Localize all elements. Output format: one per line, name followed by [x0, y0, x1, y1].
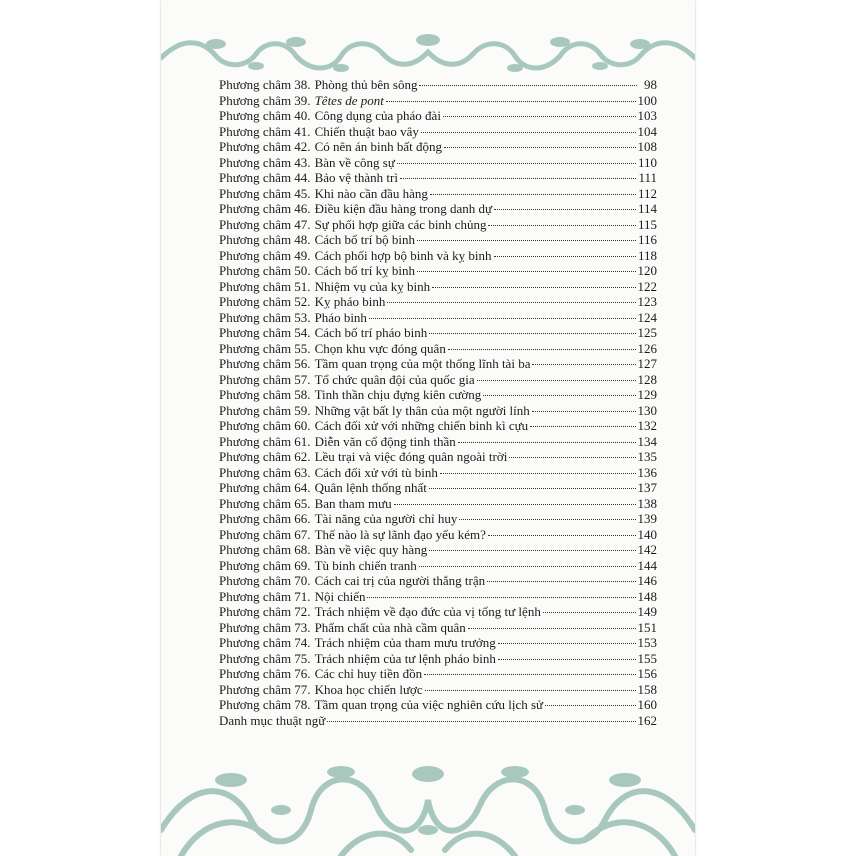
toc-entry-title: Danh mục thuật ngữ — [219, 712, 326, 728]
toc-entry — [219, 527, 657, 543]
toc-entry-label: Phương châm 48. — [219, 232, 311, 247]
dot-leader — [387, 301, 635, 303]
toc-entry-page-number: 137 — [637, 480, 657, 495]
toc-entry-page-number: 146 — [637, 573, 657, 588]
dot-leader — [483, 394, 635, 396]
toc-entry-label: Phương châm 60. — [219, 418, 311, 433]
toc-entry-page-number: 140 — [637, 526, 657, 542]
toc-entry-title: Khoa học chiến lược — [314, 681, 423, 697]
toc-entry-title: Pháo binh — [314, 309, 367, 325]
toc-entry-label: Phương châm 66. — [219, 511, 311, 526]
toc-entry-page-number: 151 — [637, 619, 657, 635]
dot-leader — [432, 286, 635, 288]
toc-entry — [219, 217, 657, 233]
dot-leader — [417, 239, 636, 241]
toc-entry — [219, 248, 657, 264]
toc-entry-title: Têtes de pont — [314, 92, 384, 108]
toc-entry-title: Những vật bất ly thân của một người lính — [314, 402, 530, 418]
toc-entry-label: Phương châm 49. — [219, 247, 311, 263]
toc-entry-title: Bàn về công sự — [314, 154, 395, 170]
dot-leader — [494, 208, 636, 210]
toc-entry-page-number: 123 — [637, 294, 657, 309]
dot-leader — [488, 534, 636, 536]
toc-entry — [219, 496, 657, 512]
toc-entry-title: Nội chiến — [314, 588, 366, 604]
toc-entry-title: Quân lệnh thống nhất — [314, 480, 427, 495]
toc-entry-label: Phương châm 74. — [219, 635, 311, 650]
toc-entry-page-number: 149 — [637, 604, 657, 619]
toc-entry-label: Phương châm 47. — [219, 216, 311, 232]
toc-entry-title: Chiến thuật bao vây — [314, 123, 419, 139]
toc-entry-page-number: 132 — [637, 418, 657, 433]
toc-entry-title: Cách đối xử với những chiến binh kì cựu — [314, 418, 529, 433]
toc-entry — [219, 77, 657, 93]
toc-entry-title: Các chỉ huy tiền đồn — [314, 666, 423, 681]
toc-entry-page-number: 160 — [637, 697, 657, 712]
toc-entry — [219, 279, 657, 295]
toc-entry-page-number: 112 — [637, 185, 657, 201]
dot-leader — [421, 131, 636, 133]
dot-leader — [444, 146, 635, 148]
dot-leader — [417, 270, 636, 272]
toc-entry-label: Phương châm 59. — [219, 402, 311, 418]
toc-entry-page-number: 103 — [637, 108, 657, 123]
toc-entry — [219, 170, 657, 186]
toc-entry-label: Phương châm 41. — [219, 123, 311, 139]
toc-entry-page-number: 134 — [637, 433, 657, 449]
toc-entry — [219, 511, 657, 527]
toc-entry-label: Phương châm 56. — [219, 356, 311, 371]
toc-entry-label: Phương châm 45. — [219, 185, 311, 201]
toc-entry-page-number: 135 — [637, 449, 657, 464]
toc-entry-label: Phương châm 72. — [219, 604, 311, 619]
toc-entry — [219, 232, 657, 248]
toc-entry-page-number: 127 — [637, 356, 657, 371]
toc-entry-title: Chọn khu vực đóng quân — [314, 340, 446, 356]
toc-entry-page-number: 125 — [637, 325, 657, 340]
toc-entry — [219, 124, 657, 140]
toc-entry-label: Phương châm 65. — [219, 495, 311, 511]
dot-leader — [488, 224, 636, 226]
toc-entry-title: Tinh thần chịu đựng kiên cường — [314, 387, 482, 402]
toc-entry-title: Tù binh chiến tranh — [314, 557, 417, 573]
toc-entry — [219, 356, 657, 372]
toc-entry-label: Phương châm 42. — [219, 139, 311, 154]
toc-entry-title: Diễn văn cổ động tinh thần — [314, 433, 456, 449]
dot-leader — [532, 363, 635, 365]
toc-entry-title: Cách phối hợp bộ binh và kỵ binh — [314, 247, 492, 263]
toc-entry-title: Tầm quan trọng của việc nghiên cứu lịch sử — [314, 697, 544, 712]
toc-entry-label: Phương châm 43. — [219, 154, 311, 170]
toc-entry-title: Thế nào là sự lãnh đạo yếu kém? — [314, 526, 486, 542]
toc-entry-title: Cách bố trí pháo binh — [314, 325, 428, 340]
toc-entry-label: Phương châm 52. — [219, 294, 311, 309]
dot-leader — [477, 379, 636, 381]
dot-leader — [498, 642, 636, 644]
toc-entry-label: Phương châm 40. — [219, 108, 311, 123]
toc-entry — [219, 341, 657, 357]
dot-leader — [425, 689, 636, 691]
toc-entry — [219, 310, 657, 326]
toc-entry — [219, 666, 657, 682]
toc-entry-page-number: 126 — [637, 340, 657, 356]
toc-entry — [219, 573, 657, 589]
toc-entry — [219, 620, 657, 636]
toc-entry-title: Cách bố trí kỵ binh — [314, 263, 415, 278]
toc-entry — [219, 480, 657, 496]
toc-entry-label: Phương châm 53. — [219, 309, 311, 325]
toc-entry-page-number: 155 — [637, 650, 657, 666]
toc-entry-page-number: 120 — [637, 263, 657, 278]
dot-leader — [419, 565, 636, 567]
toc-entry-page-number: 118 — [637, 247, 657, 263]
toc-entry-page-number: 98 — [644, 77, 657, 92]
toc-entry-label: Phương châm 55. — [219, 340, 311, 356]
toc-entry-page-number: 142 — [637, 542, 657, 557]
dot-leader — [386, 100, 636, 102]
toc-entry-page-number: 124 — [637, 309, 657, 325]
toc-entry-title: Công dụng của pháo đài — [314, 108, 441, 123]
toc-entry-title: Cách bố trí bộ binh — [314, 232, 415, 247]
toc-entry — [219, 108, 657, 124]
dot-leader — [509, 456, 635, 458]
toc-entry — [219, 434, 657, 450]
toc-entry — [219, 387, 657, 403]
toc-entry-title: Trách nhiệm của tham mưu trưởng — [314, 635, 496, 650]
toc-entry — [219, 372, 657, 388]
toc-entry-title: Tổ chức quân đội của quốc gia — [314, 371, 475, 387]
toc-entry-page-number: 148 — [637, 588, 657, 604]
toc-entry — [219, 449, 657, 465]
toc-entry-title: Sự phối hợp giữa các binh chủng — [314, 216, 487, 232]
toc-entry-page-number: 104 — [637, 123, 657, 139]
toc-entry — [219, 542, 657, 558]
toc-entry-label: Phương châm 51. — [219, 278, 311, 294]
toc-entry-title: Kỵ pháo binh — [314, 294, 386, 309]
toc-entry-label: Phương châm 77. — [219, 681, 311, 697]
toc-entry-label: Phương châm 61. — [219, 433, 311, 449]
dot-leader — [448, 348, 636, 350]
toc-entry-page-number: 136 — [637, 464, 657, 480]
toc-entry — [219, 558, 657, 574]
dot-leader — [443, 115, 636, 117]
toc-entry-page-number: 153 — [637, 635, 657, 650]
dot-leader — [494, 255, 636, 257]
toc-entry-label: Phương châm 54. — [219, 325, 311, 340]
dot-leader — [369, 317, 636, 319]
book-page — [161, 0, 695, 856]
toc-entry — [219, 93, 657, 109]
toc-entry-page-number: 130 — [637, 402, 657, 418]
dot-leader — [429, 487, 636, 489]
toc-entry — [219, 403, 657, 419]
toc-entry — [219, 263, 657, 279]
toc-entry — [219, 418, 657, 434]
dot-leader — [419, 84, 637, 86]
toc-entry-title: Bảo vệ thành trì — [314, 170, 398, 185]
dot-leader — [459, 518, 635, 520]
dot-leader — [487, 580, 635, 582]
toc-entry-page-number: 139 — [637, 511, 657, 526]
toc-entry — [219, 139, 657, 155]
toc-entry-title: Tầm quan trọng của một thống lĩnh tài ba — [314, 356, 531, 371]
toc-entry-label: Phương châm 44. — [219, 170, 311, 185]
toc-entry-label: Phương châm 39. — [219, 92, 311, 108]
toc-entry-label: Phương châm 62. — [219, 449, 311, 464]
dot-leader — [543, 611, 636, 613]
toc-entry-page-number: 158 — [637, 681, 657, 697]
toc-entry-label: Phương châm 73. — [219, 619, 311, 635]
toc-entry-title: Trách nhiệm của tư lệnh pháo binh — [314, 650, 496, 666]
toc-entry — [219, 155, 657, 171]
toc-entry-page-number: 162 — [637, 712, 657, 728]
toc-entry — [219, 713, 657, 729]
toc-entry-title: Lều trại và việc đóng quân ngoài trời — [314, 449, 508, 464]
dot-leader — [397, 162, 636, 164]
bottom-floral-ornament — [161, 750, 695, 856]
toc-entry-title: Khi nào cần đầu hàng — [314, 185, 428, 201]
toc-entry-label: Phương châm 76. — [219, 666, 311, 681]
dot-leader — [458, 441, 636, 443]
toc-entry-page-number: 122 — [637, 278, 657, 294]
toc-entry-title: Trách nhiệm về đạo đức của vị tổng tư lệnh — [314, 604, 541, 619]
dot-leader — [429, 332, 635, 334]
dot-leader — [327, 720, 635, 722]
toc-entry-page-number: 138 — [637, 495, 657, 511]
toc-entry-page-number: 110 — [637, 154, 657, 170]
toc-entry — [219, 682, 657, 698]
toc-entry-page-number: 108 — [637, 139, 657, 154]
toc-entry-label: Phương châm 63. — [219, 464, 311, 480]
toc-entry-page-number: 128 — [637, 371, 657, 387]
dot-leader — [424, 673, 635, 675]
dot-leader — [532, 410, 636, 412]
toc-entry-label: Phương châm 46. — [219, 201, 311, 216]
dot-leader — [429, 549, 635, 551]
dot-leader — [394, 503, 636, 505]
toc-entry-page-number: 116 — [637, 232, 657, 247]
toc-entry-label: Phương châm 58. — [219, 387, 311, 402]
dot-leader — [468, 627, 636, 629]
toc-entry — [219, 697, 657, 713]
toc-entry-page-number: 115 — [637, 216, 657, 232]
toc-entry-label: Phương châm 50. — [219, 263, 311, 278]
toc-entry-label: Phương châm 69. — [219, 557, 311, 573]
toc-entry-label: Phương châm 75. — [219, 650, 311, 666]
toc-entry-label: Phương châm 68. — [219, 542, 311, 557]
toc-entry-page-number: 129 — [637, 387, 657, 402]
toc-entry-title: Phòng thủ bên sông — [314, 77, 418, 92]
toc-entry — [219, 604, 657, 620]
toc-entry-label: Phương châm 71. — [219, 588, 311, 604]
toc-entry — [219, 651, 657, 667]
toc-entry — [219, 294, 657, 310]
toc-entry-title: Phẩm chất của nhà cầm quân — [314, 619, 466, 635]
toc-entry-title: Có nên án binh bất động — [314, 139, 443, 154]
toc-entry-label: Phương châm 64. — [219, 480, 311, 495]
dot-leader — [430, 193, 636, 195]
toc-entry-label: Phương châm 67. — [219, 526, 311, 542]
toc-entry-label: Phương châm 38. — [219, 77, 311, 92]
toc-entry — [219, 635, 657, 651]
top-floral-ornament — [161, 28, 695, 76]
toc-entry — [219, 201, 657, 217]
dot-leader — [545, 704, 635, 706]
toc-entry-label: Phương châm 78. — [219, 697, 311, 712]
dot-leader — [440, 472, 636, 474]
dot-leader — [400, 177, 636, 179]
toc-entry-title: Cách cai trị của người thắng trận — [314, 573, 486, 588]
toc-entry-page-number: 144 — [637, 557, 657, 573]
toc-entry — [219, 186, 657, 202]
dot-leader — [367, 596, 635, 598]
toc-entry-page-number: 114 — [637, 201, 657, 216]
dot-leader — [498, 658, 636, 660]
toc-entry-title: Tài năng của người chỉ huy — [314, 511, 458, 526]
toc-entry-title: Ban tham mưu — [314, 495, 392, 511]
toc-entry-label: Phương châm 70. — [219, 573, 311, 588]
toc-entry-title: Nhiệm vụ của kỵ binh — [314, 278, 431, 294]
dot-leader — [530, 425, 635, 427]
toc-entry-page-number: 100 — [637, 92, 657, 108]
toc-entry-title: Bàn về việc quy hàng — [314, 542, 428, 557]
toc-entry — [219, 325, 657, 341]
toc-entry-title: Điều kiện đầu hàng trong danh dự — [314, 201, 493, 216]
table-of-contents — [219, 77, 657, 728]
toc-entry-title: Cách đối xử với tù binh — [314, 464, 438, 480]
toc-entry — [219, 589, 657, 605]
toc-entry-label: Phương châm 57. — [219, 371, 311, 387]
toc-entry-page-number: 111 — [638, 170, 657, 185]
toc-entry-page-number: 156 — [637, 666, 657, 681]
toc-entry — [219, 465, 657, 481]
